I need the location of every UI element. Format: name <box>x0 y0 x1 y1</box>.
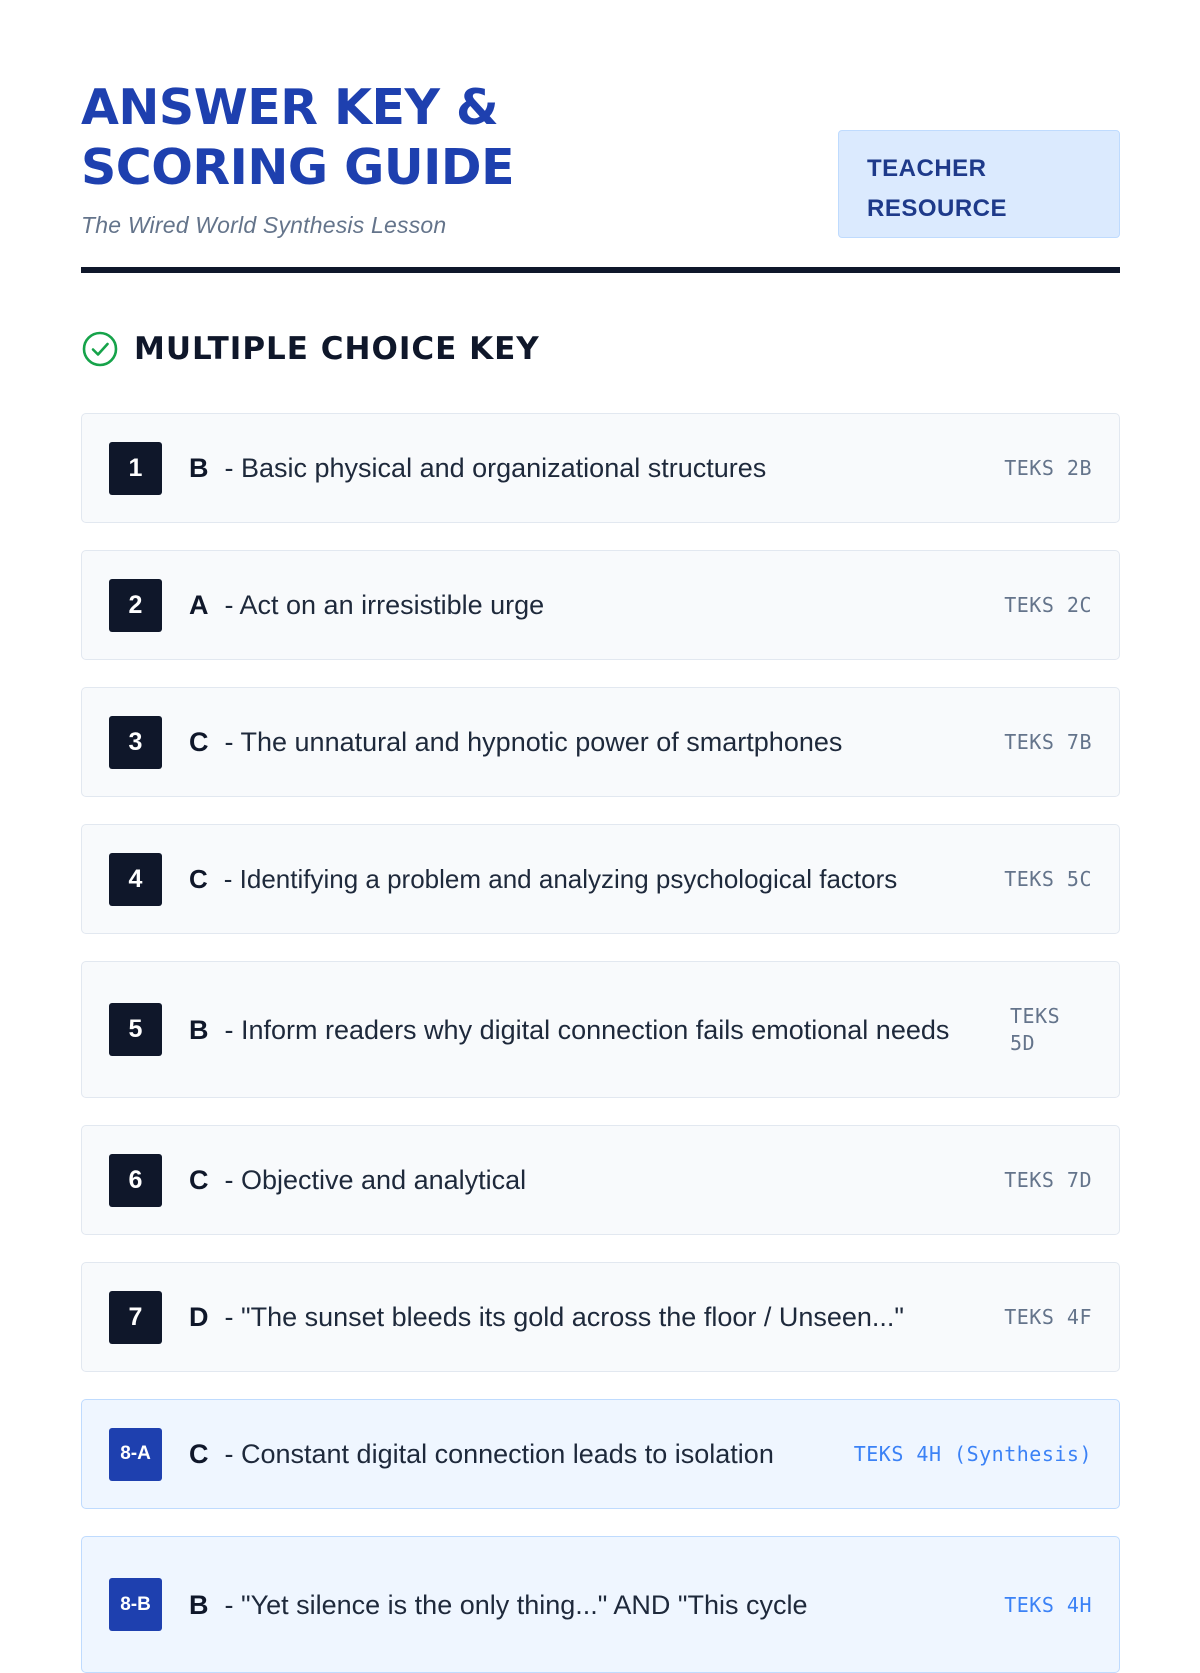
answer-letter: C <box>189 1439 209 1469</box>
teks-standard: TEKS 7B <box>1004 730 1092 754</box>
answer-letter: C <box>189 1165 209 1195</box>
answer-item-7 <box>81 1262 1120 1372</box>
answer-letter: A <box>189 590 209 620</box>
answer-text-block <box>189 859 980 899</box>
teks-standard: TEKS 4F <box>1004 1305 1092 1329</box>
section-header <box>81 329 1119 369</box>
answer-item-1 <box>81 413 1120 523</box>
answer-item-3 <box>81 687 1120 797</box>
answer-letter: B <box>189 1589 209 1620</box>
answer-item-8b <box>81 1536 1120 1673</box>
answer-description: - Identifying a problem and analyzing psychological factors <box>223 864 898 894</box>
question-number: 4 <box>109 853 162 906</box>
answer-item-6 <box>81 1125 1120 1235</box>
answer-item-8a <box>81 1399 1120 1509</box>
answer-letter: D <box>189 1302 209 1332</box>
answer-description: - Objective and analytical <box>224 1165 527 1195</box>
answer-text-block <box>189 1010 986 1050</box>
answer-text-block <box>189 1585 980 1625</box>
question-number: 7 <box>109 1291 162 1344</box>
answer-item-5 <box>81 961 1120 1098</box>
page-header <box>81 78 1120 239</box>
answer-description: - "Yet silence is the only thing..." AND "This cycle <box>224 1589 808 1620</box>
teks-standard: TEKS 4H (Synthesis) <box>853 1442 1092 1466</box>
teks-standard: TEKS 4H <box>1004 1592 1092 1617</box>
header-divider <box>81 267 1120 273</box>
answer-description: - The unnatural and hypnotic power of smartphones <box>224 727 843 757</box>
answer-item-2 <box>81 550 1120 660</box>
teks-standard: TEKS 2C <box>1004 593 1092 617</box>
answer-text-block <box>189 1160 980 1200</box>
section-title: MULTIPLE CHOICE KEY <box>134 331 540 367</box>
answer-letter: C <box>189 727 209 757</box>
answer-item-4 <box>81 824 1120 934</box>
question-number: 8-B <box>109 1578 162 1631</box>
question-number: 2 <box>109 579 162 632</box>
teks-standard: TEKS 7D <box>1004 1168 1092 1192</box>
page-title: ANSWER KEY & SCORING GUIDE <box>81 79 515 196</box>
answer-description: - Basic physical and organizational structures <box>224 453 767 483</box>
check-circle-icon <box>81 330 119 368</box>
page-subtitle: The Wired World Synthesis Lesson <box>81 212 447 238</box>
question-number: 5 <box>109 1003 162 1056</box>
teks-standard: TEKS 2B <box>1004 456 1092 480</box>
answer-description: - "The sunset bleeds its gold across the floor / Unseen..." <box>224 1302 905 1332</box>
answer-letter: B <box>189 1014 209 1045</box>
answer-text-block <box>189 1434 830 1474</box>
answer-description: - Constant digital connection leads to isolation <box>224 1439 774 1469</box>
answer-text-block <box>189 1297 980 1337</box>
teks-standard: TEKS 5C <box>1004 867 1092 891</box>
answer-letter: B <box>189 453 209 483</box>
answer-text-block <box>189 448 980 488</box>
teacher-resource-badge: TEACHER RESOURCE <box>838 130 1120 238</box>
answer-text-block <box>189 722 980 762</box>
title-block <box>81 78 761 239</box>
answer-text-block <box>189 585 980 625</box>
answer-key-list <box>81 413 1120 1673</box>
question-number: 1 <box>109 442 162 495</box>
answer-description: - Inform readers why digital connection fails emotional needs <box>224 1014 950 1045</box>
question-number: 8-A <box>109 1428 162 1481</box>
answer-letter: C <box>189 864 208 894</box>
answer-description: - Act on an irresistible urge <box>224 590 545 620</box>
question-number: 6 <box>109 1154 162 1207</box>
question-number: 3 <box>109 716 162 769</box>
teks-standard: TEKS 5D <box>1010 1003 1061 1055</box>
